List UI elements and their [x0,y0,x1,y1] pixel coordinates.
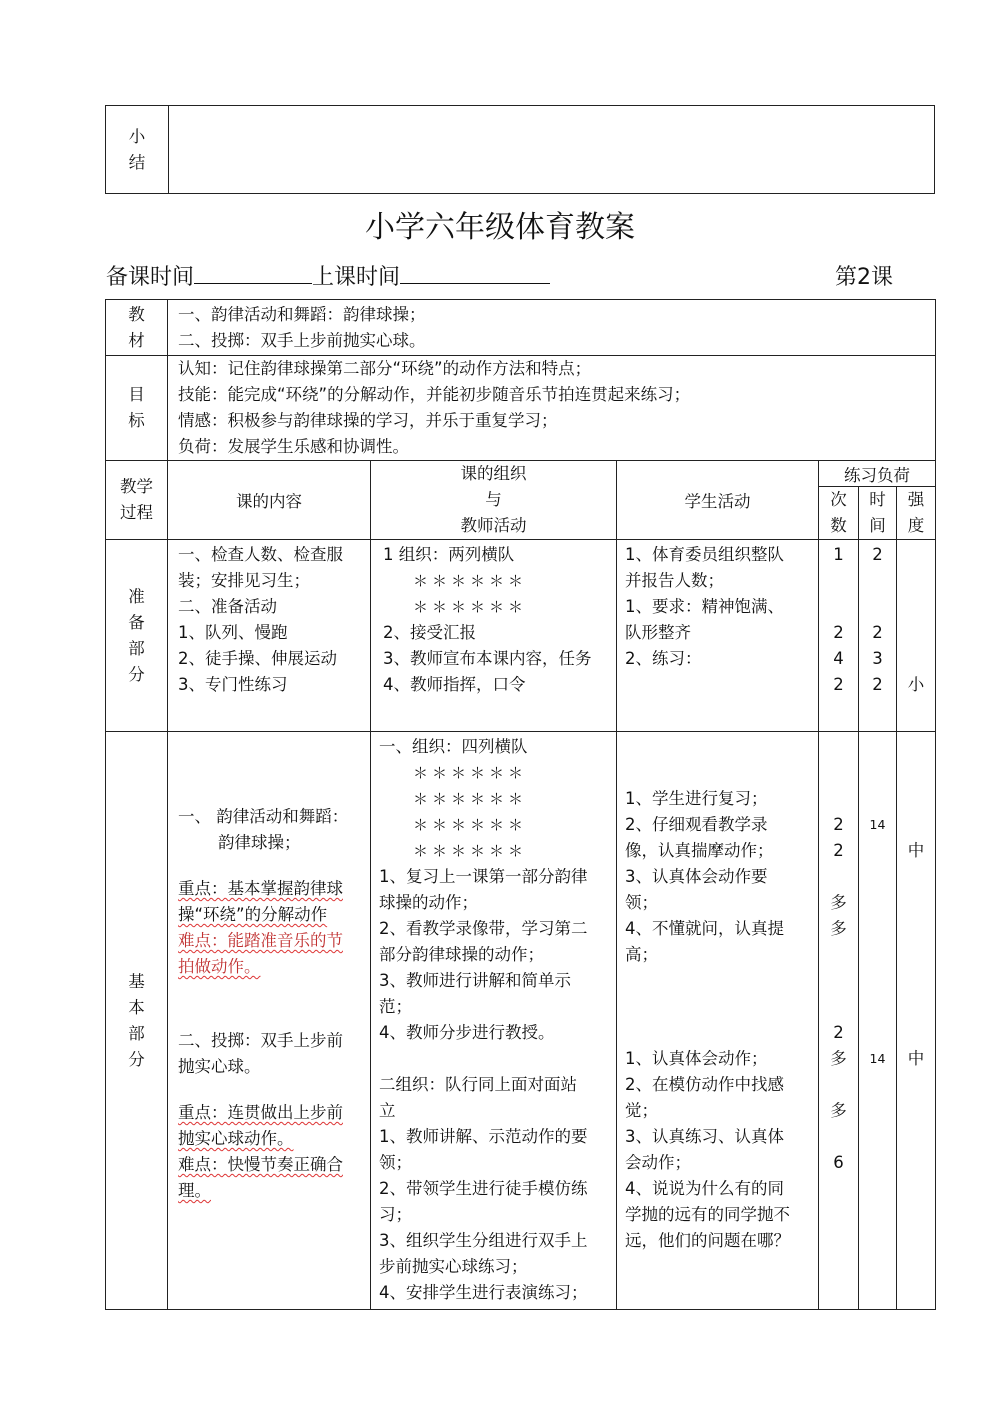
main-org-line: 1、教师讲解、示范动作的要 [379,1127,588,1146]
prep-student-line: 1、体育委员组织整队 [625,545,784,564]
difficulty-line: 拍做动作。 [178,957,261,976]
header-intensity [897,487,936,540]
formation-stars: ＊＊＊＊＊＊ [413,764,528,782]
header-times [819,487,859,540]
formation-stars: ＊＊＊＊＊＊ [413,572,528,590]
materials-label-1: 教 [128,305,145,324]
prep-label: 部 [128,638,145,658]
header-intensity-2: 度 [907,516,925,535]
main-org-line: 3、组织学生分组进行双手上 [379,1231,588,1250]
prep-org-line: 3、教师宣布本课内容，任务 [383,649,592,668]
main-student-cell [617,732,819,1310]
main-time-value: 14 [869,1051,886,1066]
prep-label: 备 [128,612,145,632]
materials-content-cell [168,300,936,356]
main-label-cell [106,732,168,1310]
difficulty-line: 难点：快慢节奏正确合 [178,1155,343,1174]
main-student-line: 学抛的远有的同学抛不 [625,1205,790,1224]
main-org-line: 球操的动作； [379,893,478,912]
main-org-line: 一、组织：四列横队 [379,737,528,756]
prep-org-line: 1 组织：两列横队 [383,545,515,564]
main-student-line: 觉； [625,1101,658,1120]
prep-time-value: 2 [872,675,883,694]
header-process-1: 教学 [120,477,153,496]
prep-student-line: 队形整齐 [625,623,691,642]
main-label: 基 [128,971,145,991]
summary-label-2: 结 [128,152,146,172]
header-time-2: 间 [869,516,886,535]
focus-line: 重点：连贯做出上步前 [178,1103,343,1122]
lesson-table [105,299,936,1310]
header-intensity-1: 强 [907,490,925,509]
class-time-blank [400,261,550,284]
header-time-1: 时 [869,490,886,509]
page-title: 小学六年级体育教案 [365,210,635,245]
prep-times-value: 4 [833,649,844,668]
main-student-line: 会动作； [625,1153,691,1172]
main-student-line: 1、认真体会动作； [625,1049,768,1068]
formation-stars: ＊＊＊＊＊＊ [413,598,528,616]
main-org-line: 4、安排学生进行表演练习； [379,1283,588,1302]
main-student-line: 远，他们的问题在哪？ [625,1231,790,1250]
main-org-line: 部分韵律球操的动作； [379,945,544,964]
main-label: 分 [128,1049,145,1069]
prep-org-cell [371,540,617,732]
goals-content-cell [168,356,936,461]
prep-time-value: 3 [872,649,883,668]
main-student-line: 4、不懂就问，认真提 [625,919,784,938]
formation-stars: ＊＊＊＊＊＊ [413,790,528,808]
main-row [106,732,936,1310]
prep-intensity-value: 小 [907,675,925,694]
header-times-1: 次 [830,490,847,509]
main-times-value: 多 [830,919,847,938]
goals-row [106,356,936,461]
main-student-line: 像，认真揣摩动作； [625,841,774,860]
main-content-line: 抛实心球。 [178,1057,261,1076]
main-student-line: 1、学生进行复习； [625,789,768,808]
difficulty-line: 理。 [178,1181,211,1200]
materials-line: 二、投掷：双手上步前抛实心球。 [178,331,426,350]
prep-times-value: 1 [833,545,844,564]
main-label: 本 [128,997,145,1017]
goals-label-cell [106,356,168,461]
main-org-line: 1、复习上一课第一部分韵律 [379,867,588,886]
goals-line: 情感：积极参与韵律球操的学习，并乐于重复学习； [178,411,558,430]
summary-table [105,105,935,194]
main-student-line: 3、认真体会动作要 [625,867,768,886]
focus-line: 重点：基本掌握韵律球 [178,879,343,898]
main-times-value: 2 [833,1023,844,1042]
difficulty-line: 难点：能踏准音乐的节 [178,931,343,950]
header-process [106,461,168,540]
prep-content-line: 1、队列、慢跑 [178,623,288,642]
prep-time-blank [194,261,312,284]
formation-stars: ＊＊＊＊＊＊ [413,842,528,860]
header-content: 课的内容 [168,461,371,540]
prep-org-line: 4、教师指挥，口令 [383,675,526,694]
main-student-line: 2、仔细观看教学录 [625,815,768,834]
main-org-line: 立 [379,1101,396,1120]
prep-student-line: 2、练习： [625,649,702,668]
prep-label: 准 [128,586,145,606]
prep-times-cell [819,540,859,732]
prep-content-cell [168,540,371,732]
main-student-line: 2、在模仿动作中找感 [625,1075,784,1094]
main-content-line: 韵律球操； [218,833,301,852]
prep-student-line: 并报告人数； [625,571,724,590]
main-times-value: 2 [833,815,844,834]
main-times-value: 多 [830,893,847,912]
prep-student-cell [617,540,819,732]
main-student-line: 3、认真练习、认真体 [625,1127,784,1146]
main-org-line: 二组织：队行同上面对面站 [379,1075,577,1094]
main-org-cell [371,732,617,1310]
lesson-header [106,260,550,291]
header-org-2: 与 [485,490,502,509]
prep-content-line: 二、准备活动 [178,597,277,616]
materials-row [106,300,936,356]
materials-label-cell [106,300,168,356]
prep-student-line: 1、要求：精神饱满、 [625,597,784,616]
main-intensity-cell [897,732,936,1310]
goals-line: 负荷：发展学生乐感和协调性。 [178,437,409,456]
main-org-line: 领； [379,1153,412,1172]
prep-time-label: 备课时间 [106,265,195,290]
main-content-line: 一、 韵律活动和舞蹈： [178,807,349,826]
prep-row [106,540,936,732]
summary-content-cell [169,106,935,194]
main-content-line: 二、投掷：双手上步前 [178,1031,343,1050]
main-org-line: 习； [379,1205,412,1224]
summary-label-1: 小 [128,126,146,146]
prep-times-value: 2 [833,623,844,642]
materials-line: 一、韵律活动和舞蹈：韵律球操； [178,305,426,324]
prep-times-value: 2 [833,675,844,694]
column-header-row [106,461,936,487]
main-student-line: 高； [625,945,658,964]
lesson-number: 第2课 [835,265,893,290]
main-intensity-value: 中 [907,1049,925,1068]
goals-label-2: 标 [128,411,145,430]
prep-content-line: 一、检查人数、检查服 [178,545,343,564]
summary-label-cell [106,106,169,194]
prep-org-line: 2、接受汇报 [383,623,476,642]
goals-line: 技能：能完成“环绕”的分解动作，并能初步随音乐节拍连贯起来练习； [178,385,691,404]
main-times-value: 多 [830,1049,847,1068]
header-student: 学生活动 [617,461,819,540]
main-times-value: 2 [833,841,844,860]
main-org-line: 2、带领学生进行徒手模仿练 [379,1179,588,1198]
focus-line: 抛实心球动作。 [178,1129,294,1148]
prep-content-line: 装；安排见习生； [178,571,310,590]
main-time-value: 14 [869,817,886,832]
prep-content-line: 3、专门性练习 [178,675,288,694]
prep-content-line: 2、徒手操、伸展运动 [178,649,337,668]
goals-line: 认知：记住韵律球操第二部分“环绕”的动作方法和特点； [178,359,592,378]
header-process-2: 过程 [120,503,153,522]
header-org-1: 课的组织 [460,464,527,483]
main-time-cell [859,732,897,1310]
main-org-line: 2、看教学录像带，学习第二 [379,919,588,938]
materials-label-2: 材 [128,331,145,350]
main-org-line: 4、教师分步进行教授。 [379,1023,555,1042]
prep-intensity-cell [897,540,936,732]
prep-time-value: 2 [872,623,883,642]
main-label: 部 [128,1023,145,1043]
header-org-3: 教师活动 [460,516,527,535]
main-student-line: 领； [625,893,658,912]
main-times-value: 6 [833,1153,844,1172]
header-times-2: 数 [830,516,847,535]
focus-line: 操“环绕”的分解动作 [178,905,328,924]
prep-time-value: 2 [872,545,883,564]
formation-stars: ＊＊＊＊＊＊ [413,816,528,834]
header-load: 练习负荷 [819,461,936,487]
main-intensity-value: 中 [907,841,925,860]
main-times-value: 多 [830,1101,847,1120]
main-org-line: 步前抛实心球练习； [379,1257,528,1276]
header-time [859,487,897,540]
main-content-cell [168,732,371,1310]
main-student-line: 4、说说为什么有的同 [625,1179,784,1198]
class-time-label: 上课时间 [312,265,401,290]
main-org-line [379,1046,616,1072]
main-times-cell [819,732,859,1310]
prep-label: 分 [128,664,145,684]
goals-label-1: 目 [128,385,145,404]
main-org-line: 范； [379,997,412,1016]
prep-time-cell [859,540,897,732]
prep-label-cell [106,540,168,732]
header-organization [371,461,617,540]
main-org-line: 3、教师进行讲解和简单示 [379,971,571,990]
